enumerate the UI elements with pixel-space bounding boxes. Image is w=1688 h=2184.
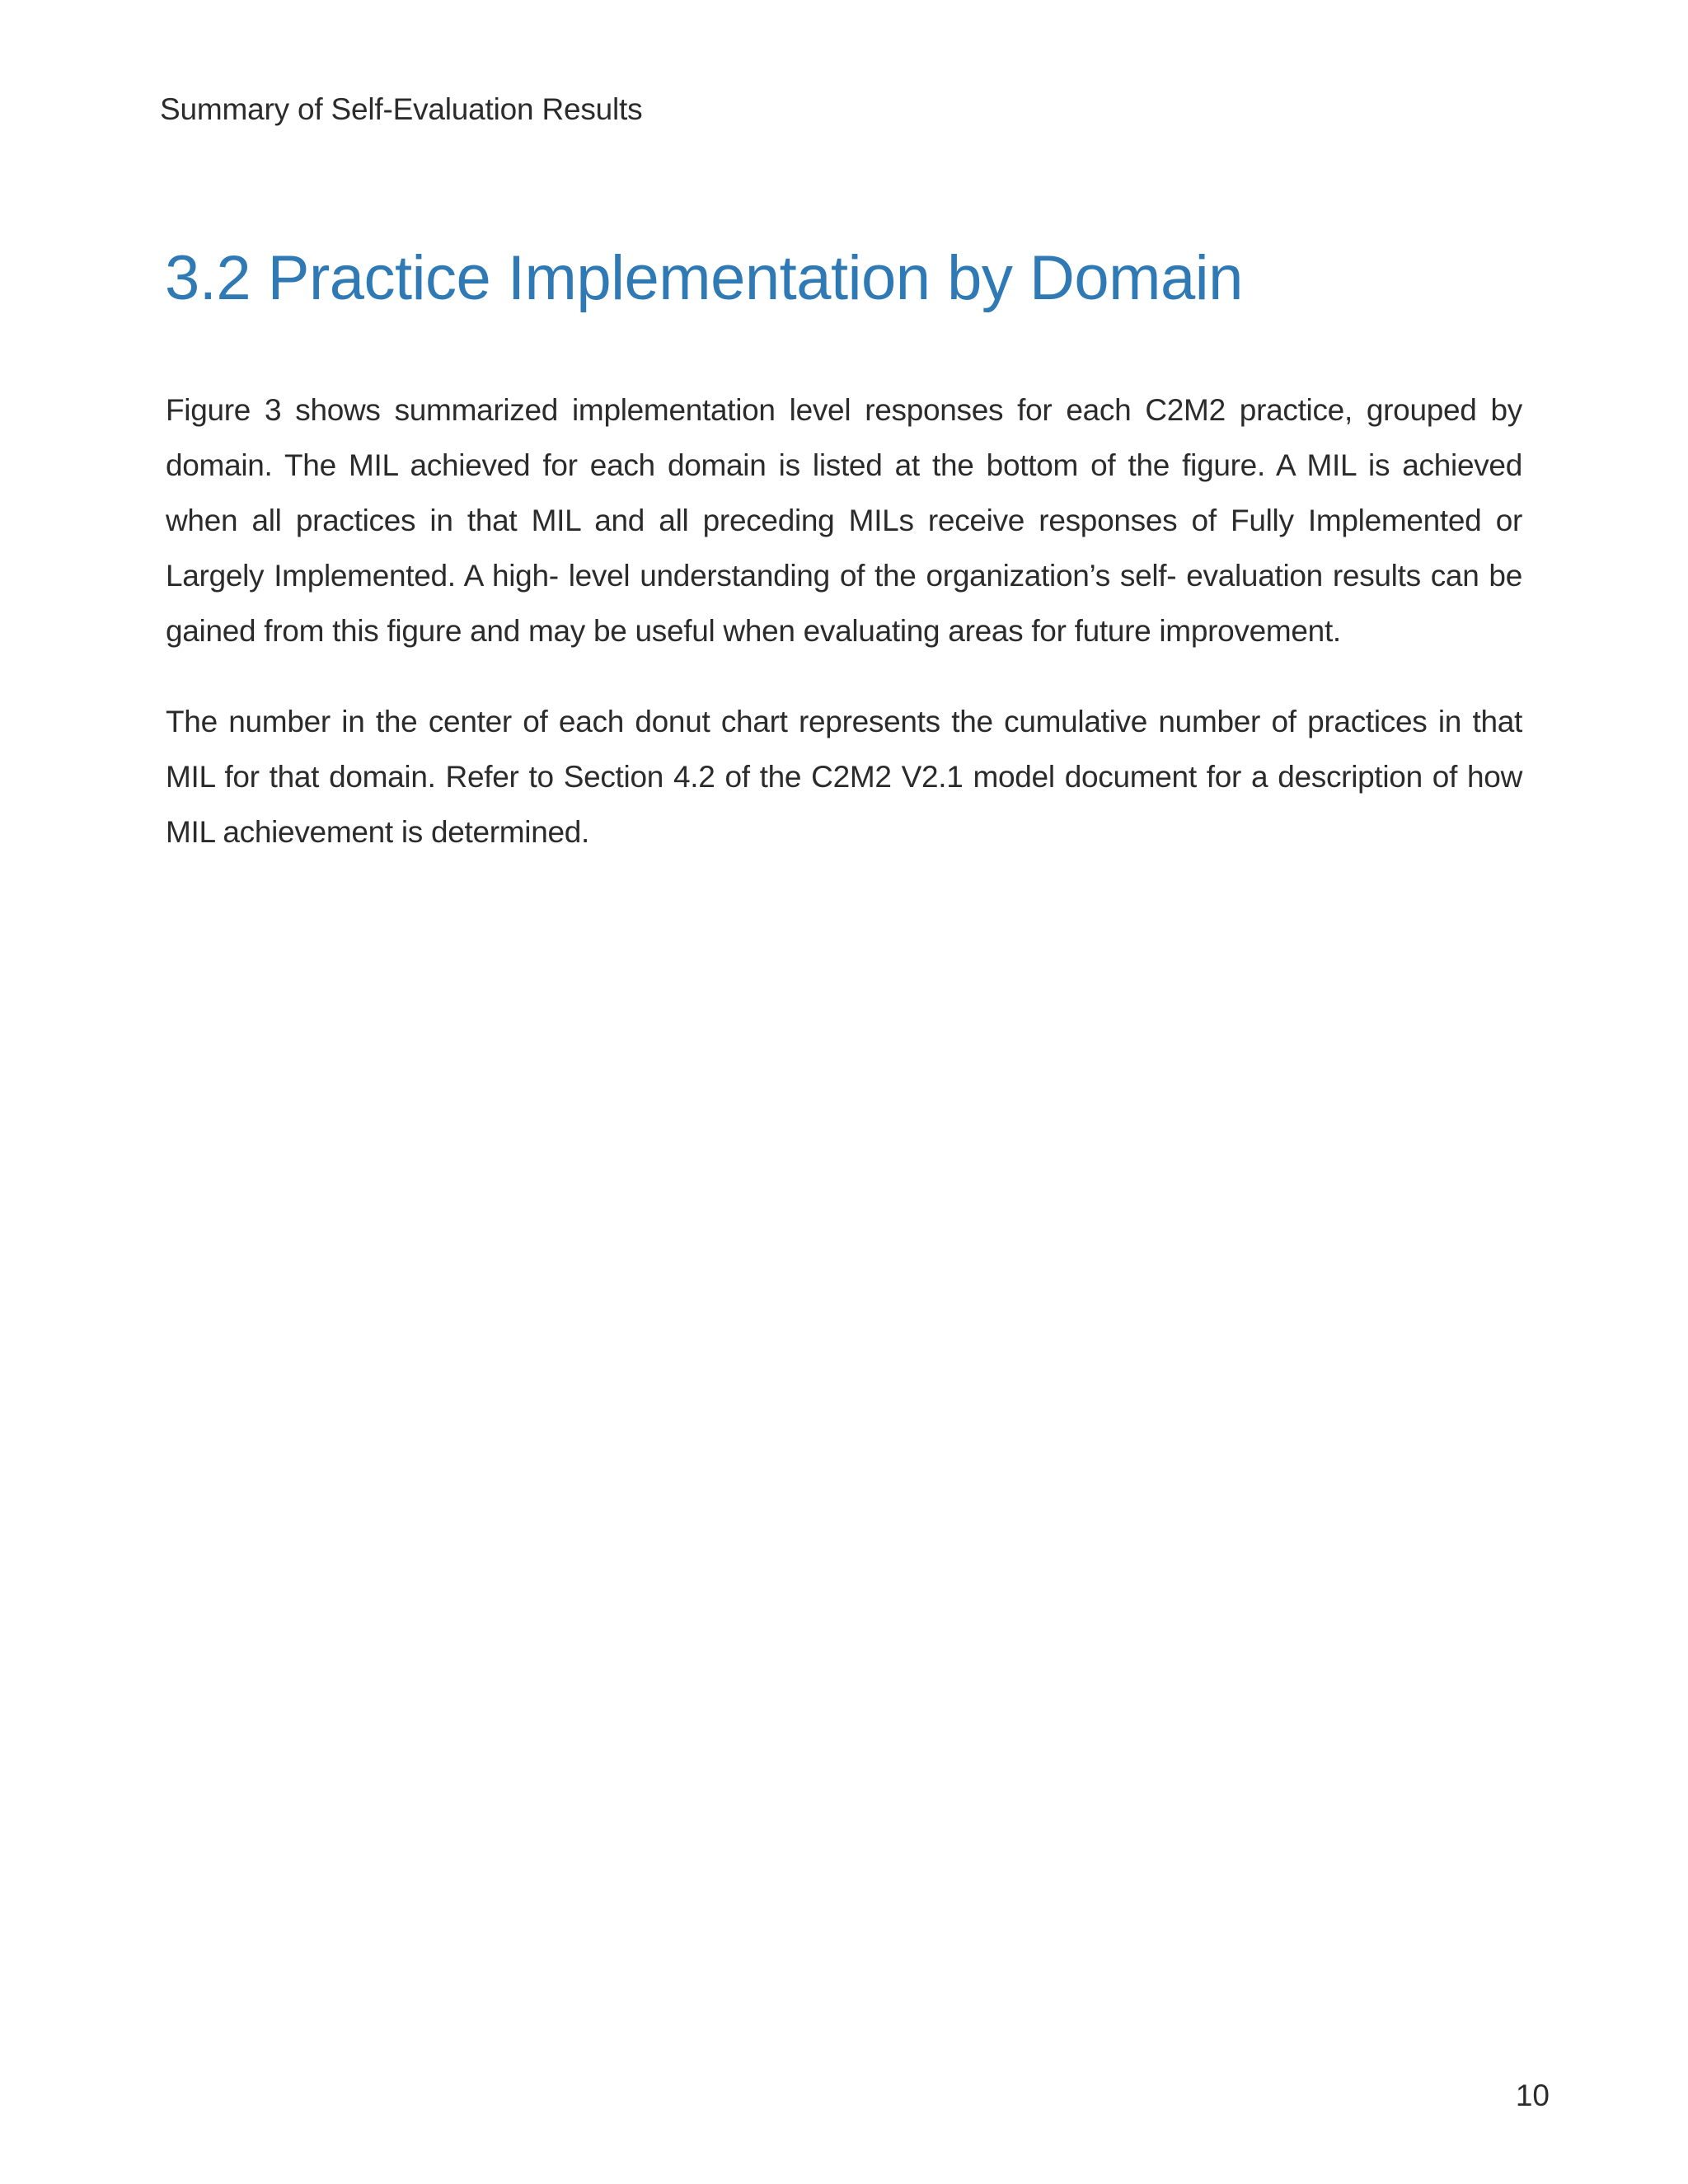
page-number: 10 bbox=[1515, 2079, 1550, 2112]
body-paragraph-2: The number in the center of each donut chart represents the cumulative number of practices in that MIL for that domain. Refer to Section 4.2 of the C2M2 V2.1 model document for a description of how MIL achievement is determined. bbox=[166, 705, 1522, 849]
running-header: Summary of Self-Evaluation Results bbox=[160, 92, 643, 126]
body-paragraph-1: Figure 3 shows summarized implementation level responses for each C2M2 practice, grouped by domain. The MIL achieved for each domain is listed at the bottom of the figure. A MIL is achieved when all practices in that MIL and all preceding MILs receive responses of Fully Implemented or Largely Implemented. A high- level understanding of the organization’s self- evaluation results can be gained from this figure and may be useful when evaluating areas for future improvement. bbox=[166, 393, 1522, 648]
section-heading: 3.2 Practice Implementation by Domain bbox=[165, 243, 1243, 313]
